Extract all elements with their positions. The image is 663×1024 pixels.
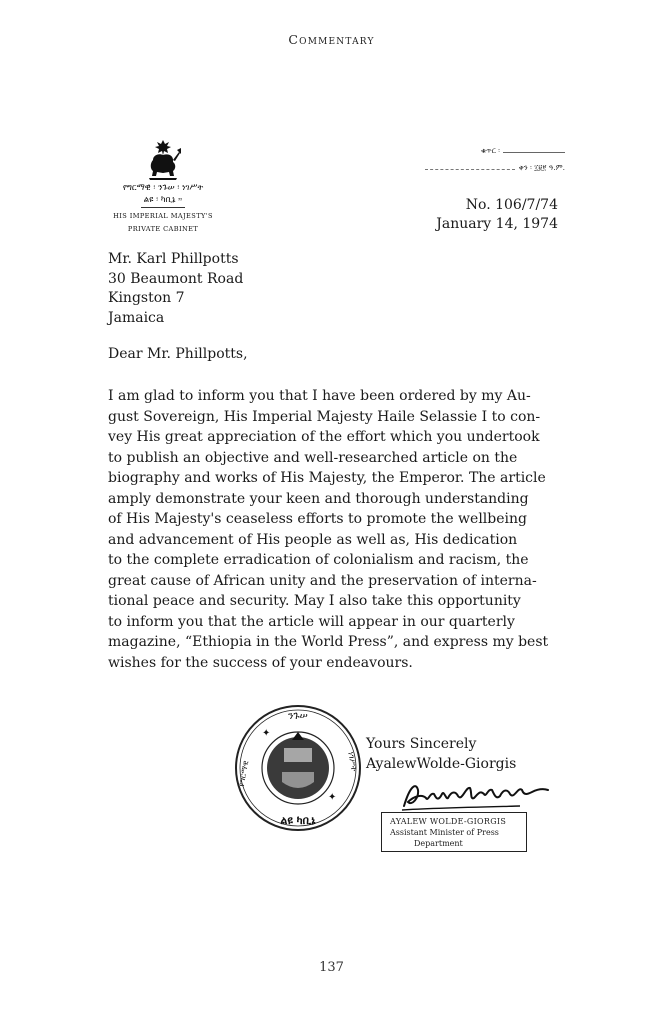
address-name: Mr. Karl Phillpotts: [108, 251, 239, 267]
valediction: Yours Sincerely: [366, 736, 477, 752]
svg-text:✦: ✦: [328, 792, 337, 803]
letterhead-cabinet-line1: HIS IMPERIAL MAJESTY'S: [113, 212, 213, 220]
page-number: 137: [319, 960, 344, 975]
signer-name: AyalewWolde-Giorgis: [366, 755, 517, 772]
reference-number: No. 106/7/74: [465, 197, 558, 213]
address-country: Jamaica: [108, 309, 165, 326]
letterhead-amharic-line1: የግርማዊ ፡ ንጉሠ ፡ ነገሥት: [122, 183, 204, 193]
letterhead-cabinet-line2: PRIVATE CABINET: [127, 225, 199, 233]
body-line: of His Majesty's ceaseless efforts to promote the wellbeing: [108, 511, 527, 527]
ref-number-field: [481, 146, 565, 156]
lion-crest-icon: [143, 138, 183, 182]
reference-fields: [380, 146, 565, 172]
body-line: magazine, “Ethiopia in the World Press”, and express my best: [108, 634, 549, 650]
body-line: to inform you that the article will appear in our quarterly: [108, 613, 515, 630]
address-street: 30 Beaumont Road: [108, 270, 244, 287]
svg-text:✦: ✦: [262, 728, 271, 739]
body-line: amply demonstrate your keen and thorough understanding: [108, 490, 529, 507]
recipient-address: [108, 250, 243, 328]
stamp-line2: Assistant Minister of Press: [390, 828, 499, 837]
official-seal-icon: [232, 702, 364, 834]
running-head: Commentary: [288, 32, 375, 47]
letterhead-rule: [141, 207, 185, 208]
salutation: Dear Mr. Phillpotts,: [108, 346, 248, 362]
body-line: gust Sovereign, His Imperial Majesty Haile Selassie I to con-: [108, 408, 541, 425]
ref-number-label: ቁጥር ፡: [480, 146, 500, 155]
body-line: great cause of African unity and the preservation of interna-: [108, 572, 537, 589]
seal-top-text: ንጉሠ: [288, 711, 308, 722]
handwritten-signature: [400, 780, 552, 814]
body-line: tional peace and security. May I also take this opportunity: [108, 593, 521, 609]
letter-body: [108, 386, 555, 673]
body-line: vey His great appreciation of the effort which you undertook: [108, 429, 540, 445]
department-stamp: [381, 812, 527, 852]
ref-date-field: [425, 163, 565, 173]
letterhead-amharic-line2: ልዩ ፡ ካቢኔ ።: [143, 195, 183, 205]
letter-date: January 14, 1974: [436, 216, 558, 232]
body-line: I am glad to inform you that I have been ordered by my Au-: [108, 388, 531, 404]
reference-block: [423, 196, 558, 234]
seal-right-text: ነገሥት: [346, 751, 359, 773]
body-line: wishes for the success of your endeavours.: [108, 654, 413, 671]
seal-left-text: የግርማዊ: [236, 759, 251, 788]
letterhead: [108, 138, 218, 234]
ref-date-label: ቀን ፡ ፲፱፻ ዓ.ም.: [518, 163, 565, 172]
stamp-line1: AYALEW WOLDE-GIORGIS: [390, 817, 507, 826]
body-line: to publish an objective and well-researched article on the: [108, 449, 518, 466]
seal-bottom-text: ልዩ ካቢኔ: [280, 814, 316, 827]
body-line: to the complete erradication of colonialism and racism, the: [108, 552, 529, 568]
body-line: biography and works of His Majesty, the Emperor. The article: [108, 470, 546, 486]
stamp-line3: Department: [414, 839, 463, 848]
closing-block: [366, 735, 516, 774]
body-line: and advancement of His people as well as, His dedication: [108, 531, 518, 548]
address-city: Kingston 7: [108, 290, 185, 306]
